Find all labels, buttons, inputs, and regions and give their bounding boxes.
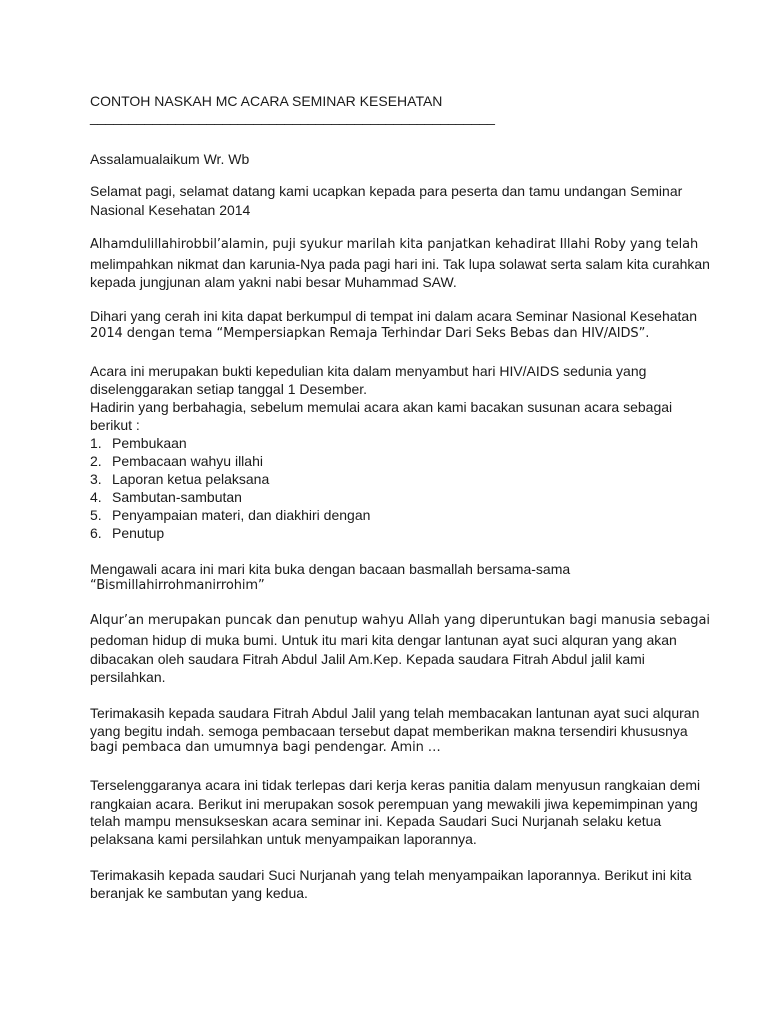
agenda-item: 6. Penutup bbox=[90, 525, 165, 541]
paragraph-line: Alhamdulillahirobbil’alamin, puji syukur marilah kita panjatkan kehadirat Illahi Roby yang telah bbox=[90, 237, 699, 252]
paragraph-line: Terimakasih kepada saudara Fitrah Abdul Jalil yang telah membacakan lantunan ayat suci alquran bbox=[90, 705, 700, 721]
paragraph-line: Terimakasih kepada saudari Suci Nurjanah yang telah menyampaikan laporannya. Berikut ini kita bbox=[90, 867, 692, 883]
paragraph-line: Dihari yang cerah ini kita dapat berkumpul di tempat ini dalam acara Seminar Nasional Kesehatan bbox=[90, 308, 697, 324]
paragraph-line: Acara ini merupakan bukti kepedulian kita dalam menyambut hari HIV/AIDS sedunia yang bbox=[90, 363, 647, 379]
agenda-item: 1. Pembukaan bbox=[90, 435, 187, 451]
paragraph-line: dibacakan oleh saudara Fitrah Abdul Jalil Am.Kep. Kepada saudara Fitrah Abdul jalil kami bbox=[90, 651, 645, 667]
paragraph-line: persilahkan. bbox=[90, 669, 166, 685]
paragraph-line: yang begitu indah. semoga pembacaan tersebut dapat memberikan makna tersendiri khususnya bbox=[90, 723, 688, 739]
paragraph-line: melimpahkan nikmat dan karunia-Nya pada pagi hari ini. Tak lupa solawat serta salam kita curahkan bbox=[90, 256, 710, 272]
paragraph-line: bagi pembaca dan umumnya bagi pendengar. Amin … bbox=[90, 740, 441, 755]
paragraph-line: Selamat pagi, selamat datang kami ucapkan kepada para peserta dan tamu undangan Seminar bbox=[90, 183, 683, 199]
paragraph-line: diselenggarakan setiap tanggal 1 Desember. bbox=[90, 381, 368, 397]
paragraph-line: “Bismillahirrohmanirrohim” bbox=[90, 578, 265, 593]
paragraph-line: telah mampu mensukseskan acara seminar ini. Kepada Saudari Suci Nurjanah selaku ketua bbox=[90, 813, 662, 829]
agenda-item: 2. Pembacaan wahyu illahi bbox=[90, 453, 263, 469]
agenda-item: 4. Sambutan-sambutan bbox=[90, 489, 242, 505]
paragraph-line: pelaksana kami persilahkan untuk menyampaikan laporannya. bbox=[90, 831, 477, 847]
paragraph-line: pedoman hidup di muka bumi. Untuk itu mari kita dengar lantunan ayat suci alquran yang akan bbox=[90, 632, 677, 648]
greeting: Assalamualaikum Wr. Wb bbox=[90, 151, 250, 167]
paragraph-line: 2014 dengan tema “Mempersiapkan Remaja Terhindar Dari Seks Bebas dan HIV/AIDS”. bbox=[90, 326, 650, 341]
paragraph-line: Hadirin yang berbahagia, sebelum memulai acara akan kami bacakan susunan acara sebagai bbox=[90, 399, 673, 415]
paragraph-line: Nasional Kesehatan 2014 bbox=[90, 202, 251, 218]
paragraph-line: rangkaian acara. Berikut ini merupakan sosok perempuan yang mewakili jiwa kepemimpinan yang bbox=[90, 796, 698, 812]
paragraph-line: Terselenggaranya acara ini tidak terlepas dari kerja keras panitia dalam menyusun rangkaian demi bbox=[90, 777, 701, 793]
title-separator: ____________________________________________________ bbox=[90, 109, 495, 125]
paragraph-line: Mengawali acara ini mari kita buka dengan bacaan basmallah bersama-sama bbox=[90, 561, 571, 577]
paragraph-line: kepada jungjunan alam yakni nabi besar Muhammad SAW. bbox=[90, 274, 457, 290]
paragraph-line: Alqur’an merupakan puncak dan penutup wahyu Allah yang diperuntukan bagi manusia sebagai bbox=[90, 613, 710, 628]
agenda-item: 5. Penyampaian materi, dan diakhiri dengan bbox=[90, 507, 371, 523]
paragraph-line: berikut : bbox=[90, 417, 140, 433]
paragraph-line: beranjak ke sambutan yang kedua. bbox=[90, 885, 308, 901]
agenda-item: 3. Laporan ketua pelaksana bbox=[90, 471, 270, 487]
document-title: CONTOH NASKAH MC ACARA SEMINAR KESEHATAN bbox=[90, 93, 443, 109]
